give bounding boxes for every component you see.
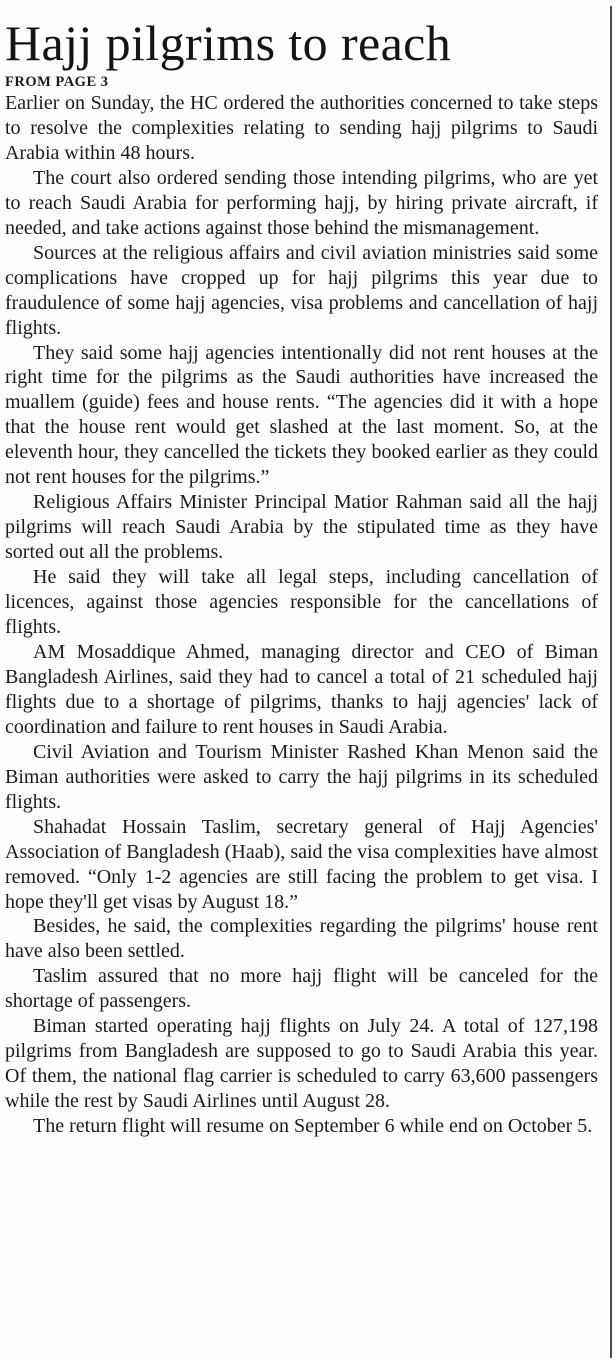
paragraph: Shahadat Hossain Taslim, secretary general of Hajj Agencies' Association of Bangladesh (Haab), said the visa complexities have almost removed. “Only 1-2 agencies are still facing the problem to get visa. I hope they'll get visas by August 18.” — [5, 815, 598, 913]
article-body — [5, 91, 598, 1139]
jump-line: FROM PAGE 3 — [5, 74, 109, 90]
paragraph: Earlier on Sunday, the HC ordered the authorities concerned to take steps to resolve the complexities relating to sending hajj pilgrims to Saudi Arabia within 48 hours. — [5, 92, 598, 164]
paragraph: Taslim assured that no more hajj flight will be canceled for the shortage of passengers. — [5, 965, 598, 1013]
column-rule — [610, 6, 612, 1358]
paragraph: Biman started operating hajj flights on July 24. A total of 127,198 pilgrims from Bangladesh are supposed to go to Saudi Arabia this year. Of them, the national flag carrier is scheduled to carry 63,600 passengers while the rest by Saudi Airlines until August 28. — [5, 1015, 598, 1113]
headline: Hajj pilgrims to reach — [5, 15, 452, 71]
paragraph: The court also ordered sending those intending pilgrims, who are yet to reach Saudi Arabia for performing hajj, by hiring private aircraft, if needed, and take actions against those behind the mismanagement. — [5, 166, 598, 239]
paragraph: Besides, he said, the complexities regarding the pilgrims' house rent have also been settled. — [5, 915, 598, 963]
paragraph: He said they will take all legal steps, including cancellation of licences, against those agencies responsible for the cancellations of flights. — [5, 566, 598, 639]
paragraph: AM Mosaddique Ahmed, managing director and CEO of Biman Bangladesh Airlines, said they had to cancel a total of 21 scheduled hajj flights due to a shortage of pilgrims, thanks to hajj agencies' lack of coordination and failure to rent houses in Saudi Arabia. — [5, 640, 598, 738]
paragraph: They said some hajj agencies intentionally did not rent houses at the right time for the pilgrims as the Saudi authorities have increased the muallem (guide) fees and house rents. “The agencies did it with a hope that the house rent would get slashed at the last moment. So, at the eleventh hour, they cancelled the tickets they booked earlier as they could not rent houses for the pilgrims.” — [5, 341, 598, 489]
paragraph: Civil Aviation and Tourism Minister Rashed Khan Menon said the Biman authorities were asked to carry the hajj pilgrims in its scheduled flights. — [5, 740, 598, 813]
paragraph: Religious Affairs Minister Principal Matior Rahman said all the hajj pilgrims will reach Saudi Arabia by the stipulated time as they have sorted out all the problems. — [5, 491, 598, 564]
paragraph: The return flight will resume on September 6 while end on October 5. — [33, 1115, 593, 1138]
article — [5, 14, 598, 1139]
paragraph: Sources at the religious affairs and civil aviation ministries said some complications have cropped up for hajj pilgrims this year due to fraudulence of some hajj agencies, visa problems and cancellation of hajj flights. — [5, 241, 598, 339]
